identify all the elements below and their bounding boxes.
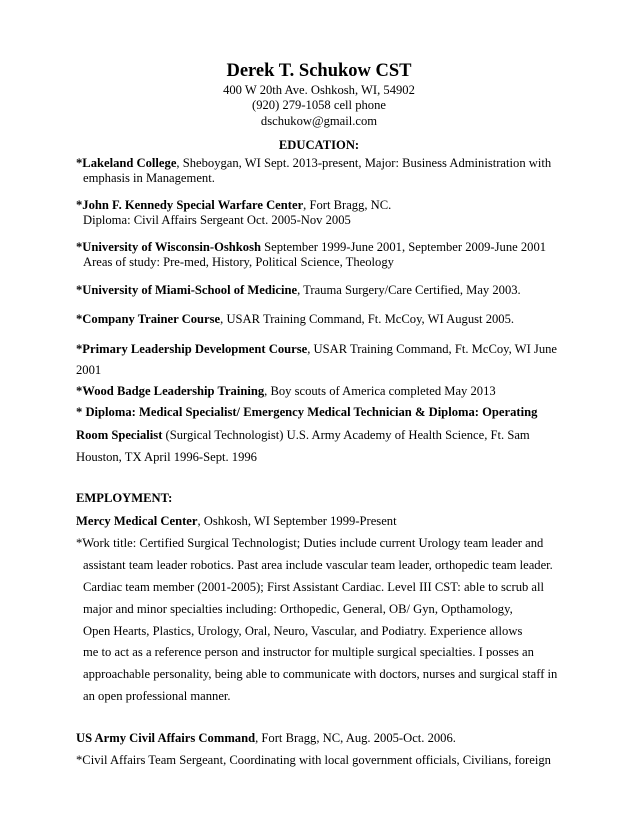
job-description-line: an open professional manner. (83, 689, 231, 703)
job-description-line: *Work title: Certified Surgical Technologist; Duties include current Urology team leader and (76, 536, 544, 550)
entry-details: , Trauma Surgery/Care Certified, May 2003. (297, 283, 521, 297)
education-heading: EDUCATION: (278, 138, 360, 152)
institution-name: *University of Miami-School of Medicine (76, 283, 298, 297)
employer-mercy (76, 515, 397, 528)
institution-name: *John F. Kennedy Special Warfare Center (76, 198, 304, 212)
employment-heading: EMPLOYMENT: (76, 491, 173, 505)
education-entry-jfk (76, 199, 391, 212)
course-name: *Wood Badge Leadership Training (76, 384, 265, 398)
institution-name: *University of Wisconsin-Oshkosh (76, 240, 261, 254)
entry-details: , USAR Training Command, Ft. McCoy, WI August 2005. (220, 312, 515, 326)
employer-army (76, 732, 456, 745)
education-entry-miami (76, 284, 521, 297)
education-entry-lakeland (76, 157, 551, 170)
job-description-line: approachable personality, being able to communicate with doctors, nurses and surgical staff in (83, 667, 558, 681)
education-entry-primary (76, 343, 557, 356)
education-entry-woodbadge (76, 385, 496, 398)
phone: (920) 279-1058 cell phone (252, 98, 386, 112)
email: dschukow@gmail.com (260, 114, 378, 128)
job-description-line: me to act as a reference person and instructor for multiple surgical specialties. I posses an (83, 645, 534, 659)
entry-continuation: emphasis in Management. (83, 171, 215, 185)
entry-details: , USAR Training Command, Ft. McCoy, WI June (307, 342, 557, 356)
entry-continuation: Diploma: Civil Affairs Sergeant Oct. 2005-Nov 2005 (83, 213, 351, 227)
employer-name: US Army Civil Affairs Command (76, 731, 256, 745)
diploma-details: (Surgical Technologist) U.S. Army Academy of Health Science, Ft. Sam (162, 428, 530, 442)
entry-details: , Fort Bragg, NC. (303, 198, 392, 212)
institution-name: *Lakeland College (76, 156, 177, 170)
course-name: *Primary Leadership Development Course (76, 342, 308, 356)
entry-details: , Boy scouts of America completed May 2013 (264, 384, 496, 398)
diploma-title: Room Specialist (76, 428, 163, 442)
education-entry-trainer (76, 313, 514, 326)
entry-continuation: Areas of study: Pre-med, History, Political Science, Theology (83, 255, 394, 269)
diploma-line-2 (76, 429, 530, 442)
entry-details: September 1999-June 2001, September 2009-June 2001 (260, 240, 547, 254)
diploma-line-1: * Diploma: Medical Specialist/ Emergency Medical Technician & Diploma: Operating (76, 405, 538, 419)
job-description-line: *Civil Affairs Team Sergeant, Coordinating with local government officials, Civilians, foreign (76, 753, 551, 767)
job-description-line: major and minor specialties including: Orthopedic, General, OB/ Gyn, Opthamology, (83, 602, 513, 616)
education-entry-uwo (76, 241, 546, 254)
job-description-line: assistant team leader robotics. Past area include vascular team leader, orthopedic team leader. (83, 558, 553, 572)
diploma-line-3: Houston, TX April 1996-Sept. 1996 (76, 450, 257, 464)
address: 400 W 20th Ave. Oshkosh, WI, 54902 (223, 83, 415, 97)
job-description-line: Cardiac team member (2001-2005); First Assistant Cardiac. Level III CST: able to scrub all (83, 580, 545, 594)
employer-location: , Oshkosh, WI September 1999-Present (197, 514, 397, 528)
employer-name: Mercy Medical Center (76, 514, 198, 528)
employer-location: , Fort Bragg, NC, Aug. 2005-Oct. 2006. (255, 731, 456, 745)
resume-name: Derek T. Schukow CST (226, 61, 412, 81)
course-name: *Company Trainer Course (76, 312, 221, 326)
entry-details: , Sheboygan, WI Sept. 2013-present, Major: Business Administration with (176, 156, 552, 170)
job-description-line: Open Hearts, Plastics, Urology, Oral, Neuro, Vascular, and Podiatry. Experience allows (83, 624, 523, 638)
entry-continuation: 2001 (76, 363, 102, 377)
